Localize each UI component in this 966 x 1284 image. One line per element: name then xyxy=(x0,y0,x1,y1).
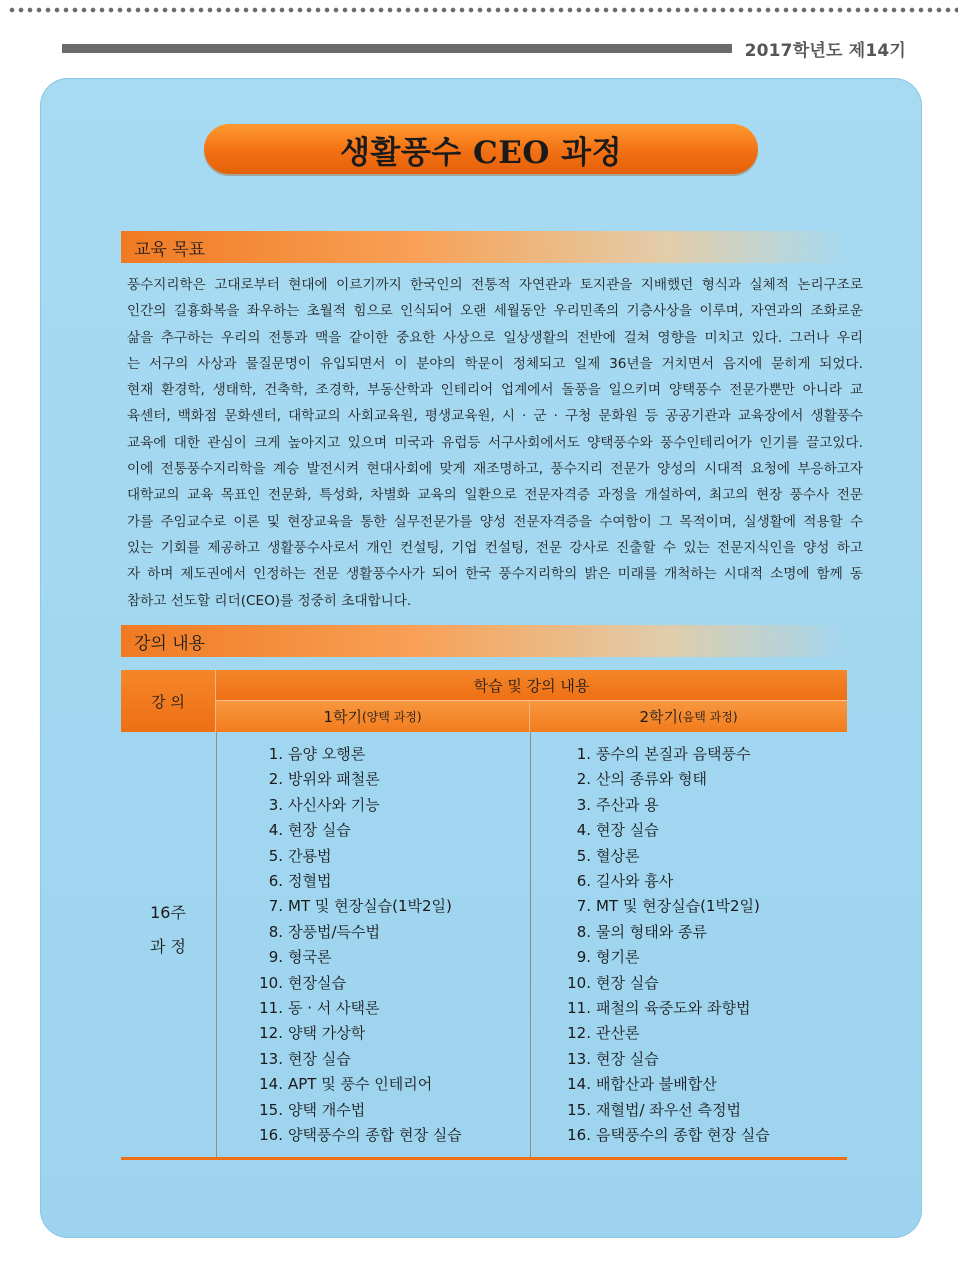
list-item xyxy=(259,894,462,919)
list-item xyxy=(567,742,770,767)
goal-line: 교육에 대한 관심이 크게 높아지고 있으며 미국과 유럽등 서구사회에서도 양택풍수와 풍수인테리어가 인기를 끌고있다. xyxy=(127,434,863,451)
section-heading-goal xyxy=(121,231,848,263)
list-item xyxy=(259,1098,462,1123)
list-item-text: 풍수의 본질과 음택풍수 xyxy=(596,745,751,763)
list-item-text: 사신사와 기능 xyxy=(288,795,380,814)
list-item xyxy=(259,1072,462,1097)
list-item xyxy=(259,945,462,970)
list-item-text: 혈상론 xyxy=(596,846,640,865)
goal-line: 삶을 추구하는 우리의 전통과 맥을 같이한 중요한 사상으로 일상생활의 전반에 걸쳐 영향을 미치고 있다. 그러나 우리 xyxy=(127,329,863,346)
list-item-number: 9. xyxy=(576,948,591,967)
list-item-number: 6. xyxy=(576,872,591,891)
list-item-number: 5. xyxy=(576,846,591,865)
goal-line: 육센터, 백화점 문화센터, 대학교의 사회교육원, 평생교육원, 시 · 군 · 구청 문화원 등 공공기관과 교육장에서 생활풍수 xyxy=(127,408,863,425)
list-item-text: 현장 실습 xyxy=(596,973,659,992)
list-item-text: 현장실습 xyxy=(288,973,346,992)
list-item-number: 2. xyxy=(268,770,283,789)
list-item xyxy=(567,1123,770,1148)
list-item xyxy=(259,1021,462,1046)
goal-line: 가를 주임교수로 이론 및 현장교육을 통한 실무전문가를 양성 전문자격증을 수여함이 그 목적이며, 실생활에 적용할 수 xyxy=(127,513,863,530)
list-item-text: 양택 개수법 xyxy=(288,1100,366,1119)
list-item-number: 4. xyxy=(576,821,591,840)
list-item-text: 물의 형태와 종류 xyxy=(596,922,707,941)
list-item xyxy=(259,869,462,894)
goal-line: 는 서구의 사상과 물질문명이 유입되면서 이 분야의 학문이 정체되고 일제 36년을 거치면서 음지에 묻히게 되었다. xyxy=(127,355,863,372)
term-duration: 16주 xyxy=(150,903,186,922)
list-item-number: 6. xyxy=(268,872,283,891)
semester-2-note: (음택 과정) xyxy=(677,710,738,724)
list-item-text: 산의 종류와 형태 xyxy=(596,770,707,789)
list-item-text: 배합산과 불배합산 xyxy=(596,1075,717,1094)
list-item-number: 15. xyxy=(567,1100,591,1119)
spiral-binding xyxy=(8,4,958,16)
title-banner xyxy=(204,124,758,174)
list-item xyxy=(567,818,770,843)
list-item-number: 8. xyxy=(268,922,283,941)
list-item-text: MT 및 현장실습(1박2일) xyxy=(596,897,760,916)
list-item xyxy=(259,920,462,945)
list-item xyxy=(567,971,770,996)
list-item xyxy=(567,1072,770,1097)
table-header-semester-1 xyxy=(216,701,530,732)
list-item-text: 길사와 흉사 xyxy=(596,872,674,891)
list-item-number: 1. xyxy=(576,745,591,763)
list-item-text: 방위와 패철론 xyxy=(288,770,380,789)
list-item-text: 양택 가상학 xyxy=(288,1024,366,1043)
list-item-text: 현장 실습 xyxy=(288,821,351,840)
list-item xyxy=(259,1047,462,1072)
list-item-number: 10. xyxy=(259,973,283,992)
column-divider-1 xyxy=(216,732,217,1157)
list-item-text: 형기론 xyxy=(596,948,640,967)
list-item-number: 14. xyxy=(259,1075,283,1094)
list-item xyxy=(567,1021,770,1046)
goal-line: 자 하며 제도권에서 인정하는 전문 생활풍수사가 되어 한국 풍수지리학의 밝은 미래를 개척하는 시대적 소명에 함께 동 xyxy=(127,566,863,583)
list-item xyxy=(259,793,462,818)
semester-1-note: (양택 과정) xyxy=(361,710,422,724)
list-item-number: 3. xyxy=(576,795,591,814)
list-item-text: APT 및 풍수 인테리어 xyxy=(288,1075,433,1094)
list-item-number: 12. xyxy=(567,1024,591,1043)
course-term xyxy=(121,896,215,964)
list-item-number: 5. xyxy=(268,846,283,865)
list-item-number: 10. xyxy=(567,973,591,992)
list-item xyxy=(259,767,462,792)
goal-line: 현재 환경학, 생태학, 건축학, 조경학, 부동산학과 인테리어 업계에서 돌풍을 일으키며 양택풍수 전문가뿐만 아니라 교 xyxy=(127,382,863,399)
list-item-text: 관산론 xyxy=(596,1024,640,1043)
goal-line: 참하고 선도할 리더(CEO)를 정중히 초대합니다. xyxy=(127,592,412,609)
list-item-number: 11. xyxy=(259,999,283,1018)
column-divider-2 xyxy=(530,732,531,1157)
list-item xyxy=(259,1123,462,1148)
list-item-text: 주산과 용 xyxy=(596,795,659,814)
list-item-text: MT 및 현장실습(1박2일) xyxy=(288,897,452,916)
list-item-number: 16. xyxy=(567,1126,591,1145)
list-item xyxy=(567,869,770,894)
list-item-text: 간룡법 xyxy=(288,846,332,865)
semester-1-list xyxy=(259,742,462,1149)
list-item-number: 9. xyxy=(268,948,283,967)
list-item-number: 16. xyxy=(259,1126,283,1145)
list-item-text: 현장 실습 xyxy=(288,1049,351,1068)
list-item xyxy=(567,1098,770,1123)
semester-2-label: 2학기 xyxy=(639,708,678,726)
goal-line: 있는 기회를 제공하고 생활풍수사로서 개인 컨설팅, 기업 컨설팅, 전문 강사로 진출할 수 있는 전문지식인을 양성 하고 xyxy=(127,539,863,556)
list-item-text: 동 · 서 사택론 xyxy=(288,999,380,1018)
list-item-number: 13. xyxy=(259,1049,283,1068)
list-item-number: 3. xyxy=(268,795,283,814)
list-item-text: 양택풍수의 종합 현장 실습 xyxy=(288,1126,462,1145)
goal-line: 이에 전통풍수지리학을 계승 발전시켜 현대사회에 맞게 재조명하고, 풍수지리 전문가 양성의 시대적 요청에 부응하고자 xyxy=(127,461,863,478)
list-item xyxy=(567,945,770,970)
section-heading-content-label: 강의 내용 xyxy=(134,633,206,654)
table-header-lecture: 강 의 xyxy=(121,670,216,732)
goal-line: 풍수지리학은 고대로부터 현대에 이르기까지 한국인의 전통적 자연관과 토지관을 지배했던 형식과 실체적 논리구조로 xyxy=(127,277,863,293)
list-item-number: 12. xyxy=(259,1024,283,1043)
list-item-number: 13. xyxy=(567,1049,591,1068)
list-item-number: 1. xyxy=(268,745,283,763)
list-item-number: 11. xyxy=(567,999,591,1018)
page-title: 생활풍수 CEO 과정 xyxy=(339,134,623,171)
list-item-text: 현장 실습 xyxy=(596,1049,659,1068)
list-item xyxy=(259,996,462,1021)
section-heading-goal-label: 교육 목표 xyxy=(134,239,206,260)
table-header-semester-2 xyxy=(530,701,847,732)
list-item-number: 15. xyxy=(259,1100,283,1119)
list-item xyxy=(567,844,770,869)
list-item xyxy=(567,793,770,818)
list-item xyxy=(567,894,770,919)
list-item-text: 현장 실습 xyxy=(596,821,659,840)
table-bottom-rule xyxy=(121,1157,847,1160)
list-item-text: 정혈법 xyxy=(288,872,332,891)
list-item-text: 재혈법/ 좌우선 측정법 xyxy=(596,1100,742,1119)
list-item-number: 4. xyxy=(268,821,283,840)
list-item xyxy=(259,971,462,996)
list-item-text: 음택풍수의 종합 현장 실습 xyxy=(596,1126,770,1145)
list-item-text: 음양 오행론 xyxy=(288,745,366,763)
header-rule xyxy=(62,44,732,53)
list-item xyxy=(259,742,462,767)
edition-label: 2017학년도 제14기 xyxy=(744,41,906,61)
list-item-number: 8. xyxy=(576,922,591,941)
term-course: 과 정 xyxy=(150,937,186,956)
goal-line: 대학교의 교육 목표인 전문화, 특성화, 차별화 교육의 일환으로 전문자격증 과정을 개설하여, 최고의 현장 풍수사 전문 xyxy=(127,487,863,504)
list-item xyxy=(567,767,770,792)
list-item xyxy=(567,996,770,1021)
table-header-content: 학습 및 강의 내용 xyxy=(216,670,847,700)
list-item xyxy=(567,920,770,945)
semester-1-label: 1학기 xyxy=(323,708,362,726)
list-item-number: 14. xyxy=(567,1075,591,1094)
list-item-number: 7. xyxy=(268,897,283,916)
section-heading-content xyxy=(121,625,848,657)
semester-2-list xyxy=(567,742,770,1149)
list-item xyxy=(259,844,462,869)
list-item-text: 패철의 육중도와 좌향법 xyxy=(596,999,751,1018)
list-item-number: 7. xyxy=(576,897,591,916)
goal-line: 인간의 길흉화복을 좌우하는 초월적 힘으로 인식되어 오랜 세월동안 우리민족의 기층사상을 이루며, 자연과의 조화로운 xyxy=(127,303,863,320)
list-item-text: 장풍법/득수법 xyxy=(288,922,380,941)
list-item-number: 2. xyxy=(576,770,591,789)
goal-paragraph xyxy=(127,272,863,614)
list-item xyxy=(567,1047,770,1072)
list-item-text: 형국론 xyxy=(288,948,332,967)
list-item xyxy=(259,818,462,843)
